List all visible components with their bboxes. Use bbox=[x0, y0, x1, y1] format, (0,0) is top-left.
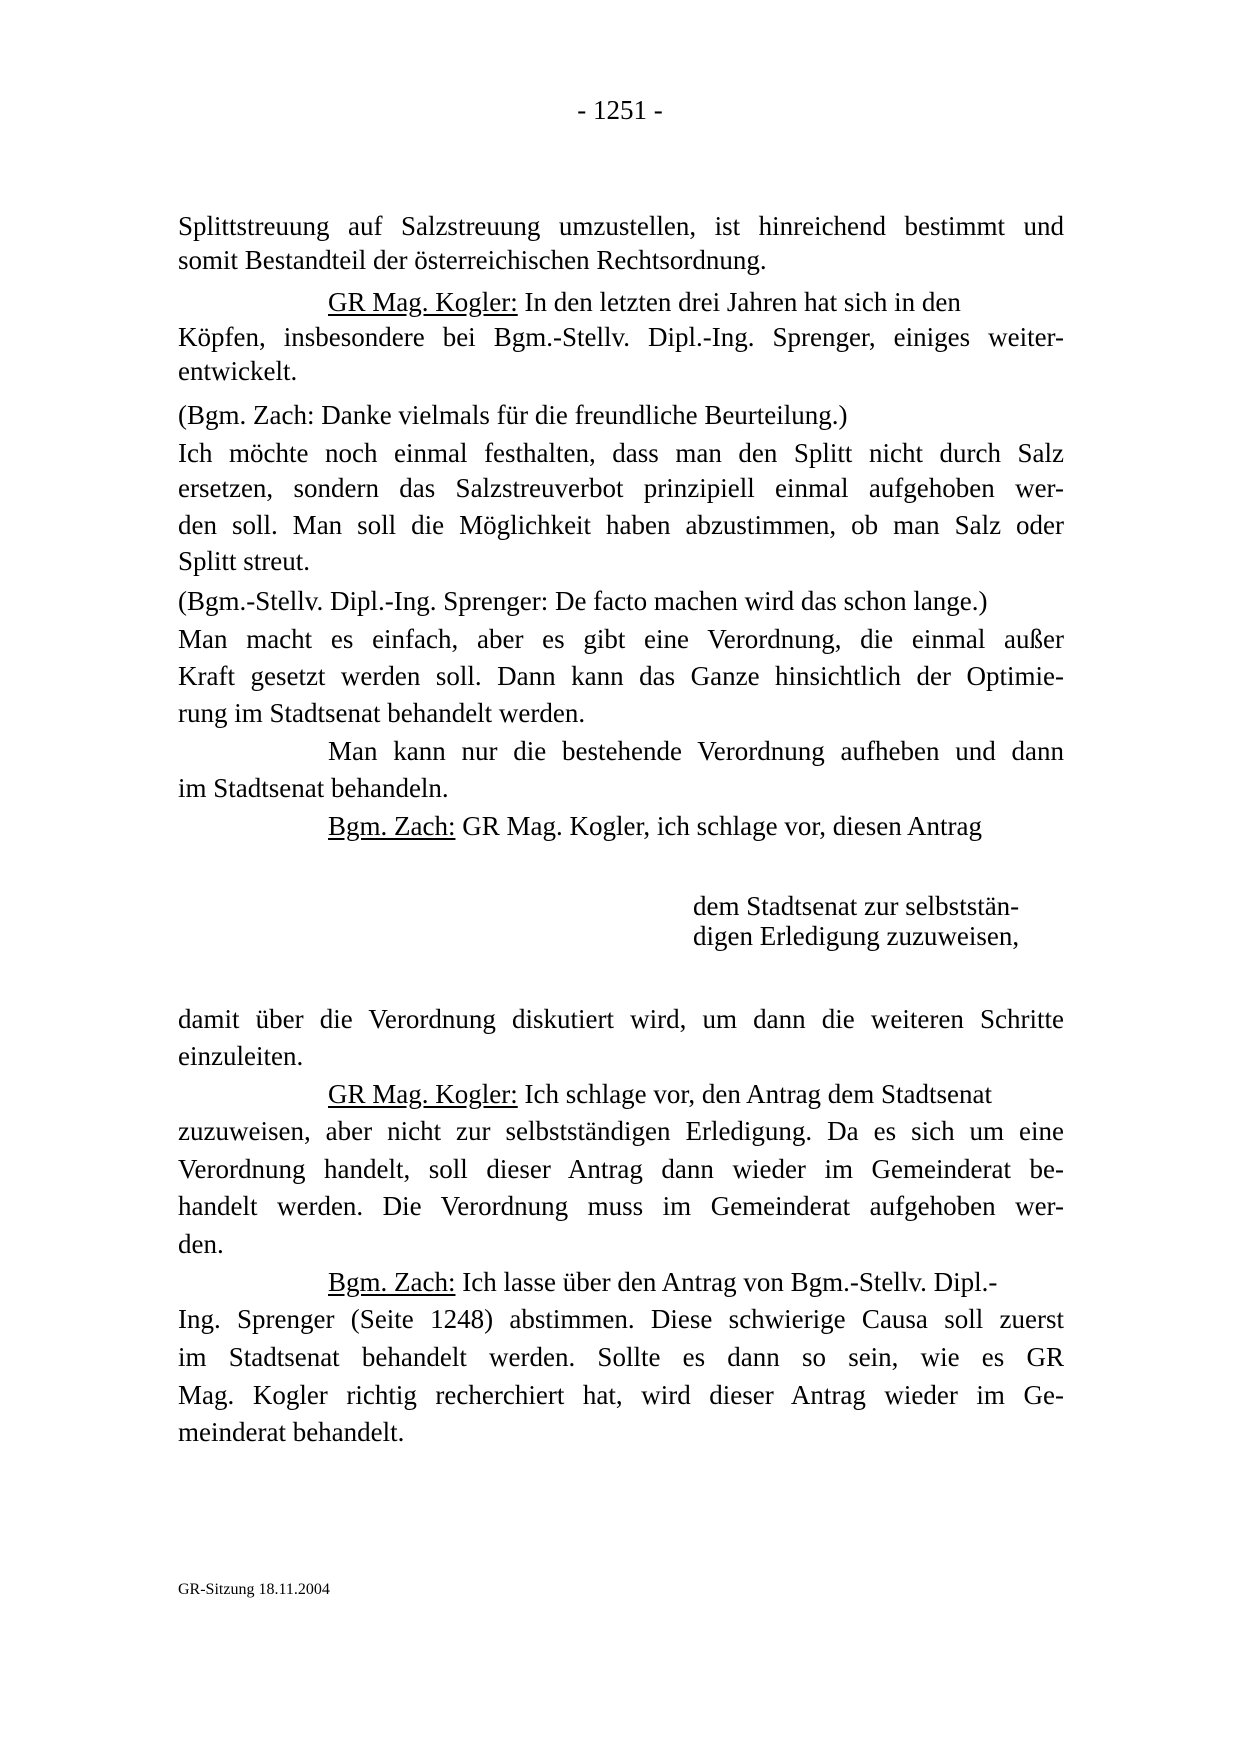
text-line: Man kann nur die bestehende Verordnung aufheben und dann bbox=[328, 736, 1064, 766]
text-line: im Stadtsenat behandelt werden. Sollte es dann so sein, wie es GR bbox=[178, 1342, 1064, 1372]
motion-text: digen Erledigung zuzuweisen, bbox=[693, 921, 1020, 951]
text-line: somit Bestandteil der österreichischen Rechtsordnung. bbox=[178, 245, 767, 275]
text-line: Verordnung handelt, soll dieser Antrag dann wieder im Gemeinderat be- bbox=[178, 1154, 1064, 1184]
text-line: handelt werden. Die Verordnung muss im Gemeinderat aufgehoben wer- bbox=[178, 1191, 1064, 1221]
interjection-line: (Bgm. Zach: Danke vielmals für die freundliche Beurteilung.) bbox=[178, 400, 848, 430]
text-line: im Stadtsenat behandeln. bbox=[178, 773, 449, 803]
text-line: den soll. Man soll die Möglichkeit haben abzustimmen, ob man Salz oder bbox=[178, 510, 1064, 540]
speaker-line bbox=[328, 1265, 1048, 1299]
speaker-line bbox=[328, 285, 1048, 319]
interjection-line: (Bgm.-Stellv. Dipl.-Ing. Sprenger: De facto machen wird das schon lange.) bbox=[178, 586, 988, 616]
text-line: rung im Stadtsenat behandelt werden. bbox=[178, 698, 586, 728]
text-line: Splittstreuung auf Salzstreuung umzustellen, ist hinreichend bestimmt und bbox=[178, 211, 1064, 241]
speaker-name: GR Mag. Kogler: bbox=[328, 1079, 518, 1109]
text-line: Ich möchte noch einmal festhalten, dass man den Splitt nicht durch Salz bbox=[178, 438, 1064, 468]
text-line: meinderat behandelt. bbox=[178, 1417, 405, 1447]
speaker-text: Ich schlage vor, den Antrag dem Stadtsenat bbox=[517, 1079, 993, 1109]
text-line: Man macht es einfach, aber es gibt eine Verordnung, die einmal außer bbox=[178, 624, 1064, 654]
text-line: entwickelt. bbox=[178, 356, 298, 386]
footer-session-date: GR-Sitzung 18.11.2004 bbox=[178, 1581, 330, 1598]
speaker-name: GR Mag. Kogler: bbox=[328, 287, 518, 317]
speaker-name: Bgm. Zach: bbox=[328, 1267, 456, 1297]
text-line: Köpfen, insbesondere bei Bgm.-Stellv. Dipl.-Ing. Sprenger, einiges weiter- bbox=[178, 322, 1064, 352]
speaker-text: In den letzten drei Jahren hat sich in den bbox=[517, 287, 961, 317]
text-line: Ing. Sprenger (Seite 1248) abstimmen. Diese schwierige Causa soll zuerst bbox=[178, 1304, 1064, 1334]
page-number: - 1251 - bbox=[577, 95, 663, 125]
speaker-text: GR Mag. Kogler, ich schlage vor, diesen Antrag bbox=[455, 811, 982, 841]
text-line: damit über die Verordnung diskutiert wird, um dann die weiteren Schritte bbox=[178, 1004, 1064, 1034]
text-line: Mag. Kogler richtig recherchiert hat, wird dieser Antrag wieder im Ge- bbox=[178, 1380, 1064, 1410]
speaker-name: Bgm. Zach: bbox=[328, 811, 456, 841]
text-line: Kraft gesetzt werden soll. Dann kann das Ganze hinsichtlich der Optimie- bbox=[178, 661, 1064, 691]
text-line: Splitt streut. bbox=[178, 546, 311, 576]
motion-text: dem Stadtsenat zur selbststän- bbox=[693, 891, 1020, 921]
speaker-text: Ich lasse über den Antrag von Bgm.-Stellv. Dipl.- bbox=[455, 1267, 998, 1297]
speaker-line bbox=[328, 809, 1048, 843]
text-line: den. bbox=[178, 1229, 224, 1259]
text-line: ersetzen, sondern das Salzstreuverbot prinzipiell einmal aufgehoben wer- bbox=[178, 473, 1064, 503]
speaker-line bbox=[328, 1077, 1048, 1111]
text-line: einzuleiten. bbox=[178, 1041, 304, 1071]
text-line: zuzuweisen, aber nicht zur selbstständigen Erledigung. Da es sich um eine bbox=[178, 1116, 1064, 1146]
